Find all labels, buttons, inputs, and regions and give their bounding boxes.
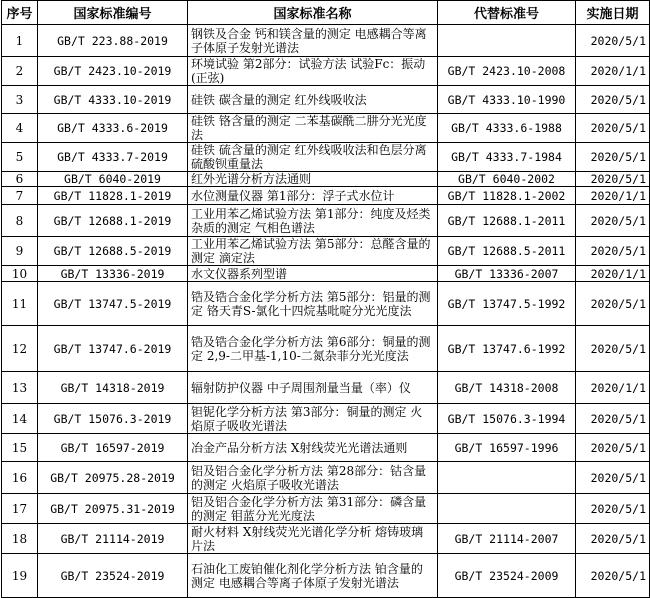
table-row	[2, 266, 650, 282]
cell-standard-name: 红外光谱分析方法通则	[188, 172, 438, 187]
cell-standard-name: 钢铁及合金 钙和镁含量的测定 电感耦合等离子体原子发射光谱法	[188, 25, 438, 57]
cell-seq: 4	[2, 114, 38, 143]
cell-standard-number: GB/T 14318-2019	[38, 372, 188, 404]
cell-implementation-date: 2020/5/1	[576, 554, 650, 598]
cell-standard-name: 水位测量仪器 第1部分：浮子式水位计	[188, 187, 438, 205]
cell-standard-number: GB/T 13747.5-2019	[38, 282, 188, 326]
cell-replaces: GB/T 4333.10-1990	[438, 86, 576, 114]
table-row	[2, 205, 650, 237]
cell-standard-name: 硅铁 碳含量的测定 红外线吸收法	[188, 86, 438, 114]
cell-standard-name: 冶金产品分析方法 X射线荧光光谱法通则	[188, 434, 438, 462]
cell-replaces: GB/T 15076.3-1994	[438, 404, 576, 434]
cell-replaces: GB/T 13336-2007	[438, 266, 576, 282]
cell-seq: 17	[2, 494, 38, 524]
cell-standard-number: GB/T 12688.1-2019	[38, 205, 188, 237]
cell-standard-number: GB/T 6040-2019	[38, 172, 188, 187]
table-row	[2, 143, 650, 172]
table-row	[2, 372, 650, 404]
cell-implementation-date: 2020/5/1	[576, 462, 650, 494]
table-row	[2, 57, 650, 86]
cell-standard-number: GB/T 4333.10-2019	[38, 86, 188, 114]
table-row	[2, 237, 650, 266]
table-row	[2, 554, 650, 598]
cell-implementation-date: 2020/5/1	[576, 434, 650, 462]
cell-standard-number: GB/T 223.88-2019	[38, 25, 188, 57]
table-row	[2, 86, 650, 114]
cell-implementation-date: 2020/5/1	[576, 143, 650, 172]
header-replaces: 代替标准号	[438, 1, 576, 25]
cell-implementation-date: 2020/5/1	[576, 326, 650, 372]
table-header-row	[2, 1, 650, 25]
cell-seq: 18	[2, 524, 38, 554]
cell-standard-number: GB/T 16597-2019	[38, 434, 188, 462]
cell-replaces: GB/T 13747.6-1992	[438, 326, 576, 372]
cell-standard-name: 铝及铝合金化学分析方法 第31部分：磷含量的测定 钼蓝分光光度法	[188, 494, 438, 524]
cell-seq: 3	[2, 86, 38, 114]
cell-replaces	[438, 462, 576, 494]
cell-replaces	[438, 494, 576, 524]
cell-standard-name: 钽铌化学分析方法 第3部分：铜量的测定 火焰原子吸收光谱法	[188, 404, 438, 434]
cell-implementation-date: 2020/5/1	[576, 25, 650, 57]
cell-replaces: GB/T 2423.10-2008	[438, 57, 576, 86]
cell-implementation-date: 2020/1/1	[576, 266, 650, 282]
cell-standard-number: GB/T 23524-2019	[38, 554, 188, 598]
cell-replaces: GB/T 6040-2002	[438, 172, 576, 187]
cell-seq: 12	[2, 326, 38, 372]
cell-implementation-date: 2020/5/1	[576, 86, 650, 114]
cell-implementation-date: 2020/5/1	[576, 114, 650, 143]
cell-standard-name: 工业用苯乙烯试验方法 第1部分：纯度及烃类杂质的测定 气相色谱法	[188, 205, 438, 237]
table-row	[2, 462, 650, 494]
cell-standard-name: 辐射防护仪器 中子周围剂量当量（率）仪	[188, 372, 438, 404]
cell-standard-name: 锆及锆合金化学分析方法 第6部分：铜量的测定 2,9-二甲基-1,10-二氮杂菲分光光度法	[188, 326, 438, 372]
cell-replaces: GB/T 4333.7-1984	[438, 143, 576, 172]
cell-seq: 14	[2, 404, 38, 434]
cell-standard-number: GB/T 11828.1-2019	[38, 187, 188, 205]
table-row	[2, 404, 650, 434]
header-implementation-date: 实施日期	[576, 1, 650, 25]
cell-standard-name: 水文仪器系列型谱	[188, 266, 438, 282]
table-row	[2, 172, 650, 187]
cell-standard-name: 铝及铝合金化学分析方法 第28部分：钴含量的测定 火焰原子吸收光谱法	[188, 462, 438, 494]
cell-replaces: GB/T 11828.1-2002	[438, 187, 576, 205]
cell-implementation-date: 2020/1/1	[576, 187, 650, 205]
cell-seq: 6	[2, 172, 38, 187]
cell-standard-name: 耐火材料 X射线荧光光谱化学分析 熔铸玻璃片法	[188, 524, 438, 554]
cell-seq: 19	[2, 554, 38, 598]
cell-standard-number: GB/T 4333.6-2019	[38, 114, 188, 143]
table-row	[2, 25, 650, 57]
cell-standard-name: 硅铁 铬含量的测定 二苯基碳酰二肼分光光度法	[188, 114, 438, 143]
table-row	[2, 434, 650, 462]
cell-standard-name: 硅铁 硫含量的测定 红外线吸收法和色层分离硫酸钡重量法	[188, 143, 438, 172]
cell-standard-name: 工业用苯乙烯试验方法 第5部分：总醛含量的测定 滴定法	[188, 237, 438, 266]
cell-standard-number: GB/T 21114-2019	[38, 524, 188, 554]
cell-standard-number: GB/T 4333.7-2019	[38, 143, 188, 172]
cell-replaces: GB/T 16597-1996	[438, 434, 576, 462]
table-row	[2, 326, 650, 372]
table-row	[2, 494, 650, 524]
cell-replaces: GB/T 23524-2009	[438, 554, 576, 598]
header-standard-number: 国家标准编号	[38, 1, 188, 25]
cell-standard-number: GB/T 13336-2019	[38, 266, 188, 282]
cell-replaces: GB/T 12688.5-2011	[438, 237, 576, 266]
cell-implementation-date: 2020/5/1	[576, 237, 650, 266]
cell-standard-name: 石油化工废铂催化剂化学分析方法 铂含量的测定 电感耦合等离子体原子发射光谱法	[188, 554, 438, 598]
table-row	[2, 282, 650, 326]
cell-standard-name: 锆及锆合金化学分析方法 第5部分：铝量的测定 铬天青S-氯化十四烷基吡啶分光光度法	[188, 282, 438, 326]
cell-seq: 2	[2, 57, 38, 86]
cell-replaces: GB/T 4333.6-1988	[438, 114, 576, 143]
cell-standard-number: GB/T 13747.6-2019	[38, 326, 188, 372]
cell-standard-number: GB/T 15076.3-2019	[38, 404, 188, 434]
cell-replaces: GB/T 13747.5-1992	[438, 282, 576, 326]
table-row	[2, 524, 650, 554]
cell-seq: 1	[2, 25, 38, 57]
cell-implementation-date: 2020/5/1	[576, 205, 650, 237]
cell-seq: 5	[2, 143, 38, 172]
cell-replaces: GB/T 12688.1-2011	[438, 205, 576, 237]
cell-seq: 8	[2, 205, 38, 237]
cell-seq: 13	[2, 372, 38, 404]
cell-replaces: GB/T 21114-2007	[438, 524, 576, 554]
cell-standard-number: GB/T 12688.5-2019	[38, 237, 188, 266]
header-standard-name: 国家标准名称	[188, 1, 438, 25]
cell-seq: 16	[2, 462, 38, 494]
cell-implementation-date: 2020/1/1	[576, 372, 650, 404]
cell-standard-number: GB/T 2423.10-2019	[38, 57, 188, 86]
cell-seq: 15	[2, 434, 38, 462]
cell-seq: 10	[2, 266, 38, 282]
cell-seq: 7	[2, 187, 38, 205]
cell-implementation-date: 2020/1/1	[576, 57, 650, 86]
cell-standard-number: GB/T 20975.28-2019	[38, 462, 188, 494]
cell-replaces	[438, 25, 576, 57]
cell-replaces: GB/T 14318-2008	[438, 372, 576, 404]
cell-implementation-date: 2020/5/1	[576, 524, 650, 554]
standards-table	[1, 0, 650, 598]
cell-standard-number: GB/T 20975.31-2019	[38, 494, 188, 524]
table-row	[2, 114, 650, 143]
cell-implementation-date: 2020/5/1	[576, 404, 650, 434]
header-seq: 序号	[2, 1, 38, 25]
cell-standard-name: 环境试验 第2部分：试验方法 试验Fc：振动(正弦)	[188, 57, 438, 86]
cell-implementation-date: 2020/5/1	[576, 282, 650, 326]
cell-implementation-date: 2020/5/1	[576, 172, 650, 187]
table-body	[2, 25, 650, 598]
cell-seq: 11	[2, 282, 38, 326]
cell-seq: 9	[2, 237, 38, 266]
cell-implementation-date: 2020/5/1	[576, 494, 650, 524]
table-row	[2, 187, 650, 205]
